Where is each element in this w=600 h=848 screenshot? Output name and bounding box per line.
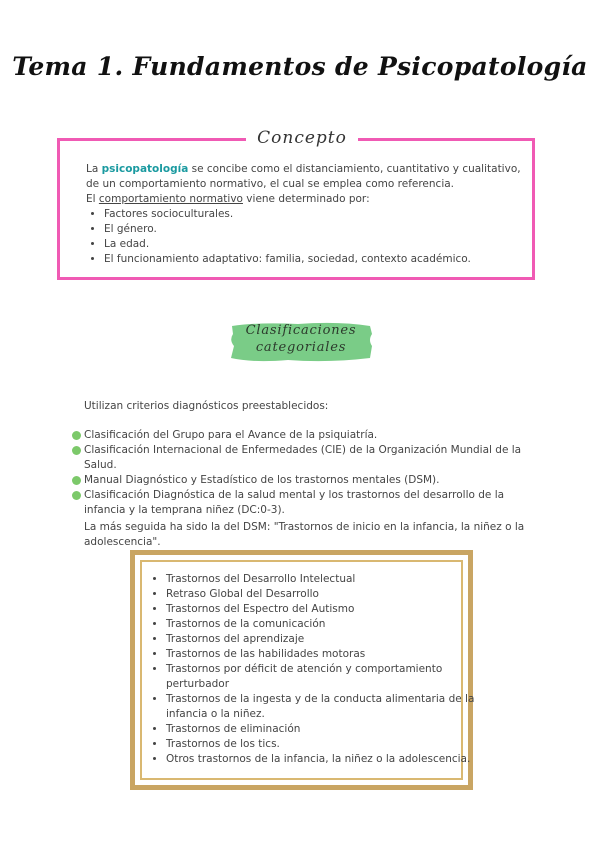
list-item-text: Clasificación del Grupo para el Avance de la psiquiatría. <box>84 429 378 441</box>
heading-line: Clasificaciones <box>245 323 357 338</box>
clasificaciones-list <box>72 428 542 518</box>
list-item: • Otros trastornos de la infancia, la niñez o la adolescencia. <box>166 752 476 767</box>
list-item: • El género. <box>104 222 522 237</box>
highlight-term: psicopatología <box>101 163 189 175</box>
heading-line: categoriales <box>255 340 347 355</box>
text-fragment: El <box>86 193 99 205</box>
list-item: • Trastornos de eliminación <box>166 722 476 737</box>
list-item: • El funcionamiento adaptativo: familia, sociedad, contexto académico. <box>104 252 522 267</box>
concepto-paragraph-2 <box>86 192 522 207</box>
underlined-term: comportamiento normativo <box>98 193 243 205</box>
text-fragment: viene determinado por: <box>242 193 370 205</box>
list-item-text: Clasificación Internacional de Enfermedades (CIE) de la Organización Mundial de la Salud. <box>84 444 522 471</box>
list-item <box>72 428 542 443</box>
clasificaciones-heading <box>228 322 374 356</box>
text-fragment: La <box>86 163 102 175</box>
list-item-text: Manual Diagnóstico y Estadístico de los trastornos mentales (DSM). <box>84 474 440 486</box>
concepto-heading: Concepto <box>246 124 358 152</box>
list-item: • Trastornos de la comunicación <box>166 617 476 632</box>
green-bullet-icon <box>72 476 81 485</box>
list-item: • Trastornos de las habilidades motoras <box>166 647 476 662</box>
clasificaciones-intro: Utilizan criterios diagnósticos preestablecidos: <box>84 400 329 412</box>
list-item: • Retraso Global del Desarrollo <box>166 587 476 602</box>
page-title: Tema 1. Fundamentos de Psicopatología <box>12 52 588 81</box>
green-bullet-icon <box>72 431 81 440</box>
concepto-text <box>86 162 522 267</box>
list-item: • Trastornos de los tics. <box>166 737 476 752</box>
trastornos-list <box>148 572 476 767</box>
list-item <box>72 488 542 518</box>
list-item: • La edad. <box>104 237 522 252</box>
dsm-paragraph: La más seguida ha sido la del DSM: "Trastornos de inicio en la infancia, la niñez o la adolescencia". <box>84 521 525 548</box>
concepto-list <box>86 207 522 267</box>
list-item: • Trastornos del aprendizaje <box>166 632 476 647</box>
list-item: • Trastornos del Desarrollo Intelectual <box>166 572 476 587</box>
list-item-text: Clasificación Diagnóstica de la salud mental y los trastornos del desarrollo de la infancia y la temprana niñez (DC:0-3). <box>84 489 505 516</box>
list-item: • Trastornos de la ingesta y de la conducta alimentaria de la infancia o la niñez. <box>166 692 476 722</box>
green-bullet-icon <box>72 446 81 455</box>
list-item: • Trastornos del Espectro del Autismo <box>166 602 476 617</box>
list-item <box>72 443 542 473</box>
list-item: • Trastornos por déficit de atención y comportamiento perturbador <box>166 662 476 692</box>
green-bullet-icon <box>72 491 81 500</box>
text-fragment: se concibe como el distanciamiento, cuantitativo y cualitativo, de un comportamiento normativo, el cual se emplea como referencia. <box>86 163 521 190</box>
list-item <box>72 473 542 488</box>
concepto-paragraph-1 <box>86 162 522 192</box>
list-item: • Factores socioculturales. <box>104 207 522 222</box>
